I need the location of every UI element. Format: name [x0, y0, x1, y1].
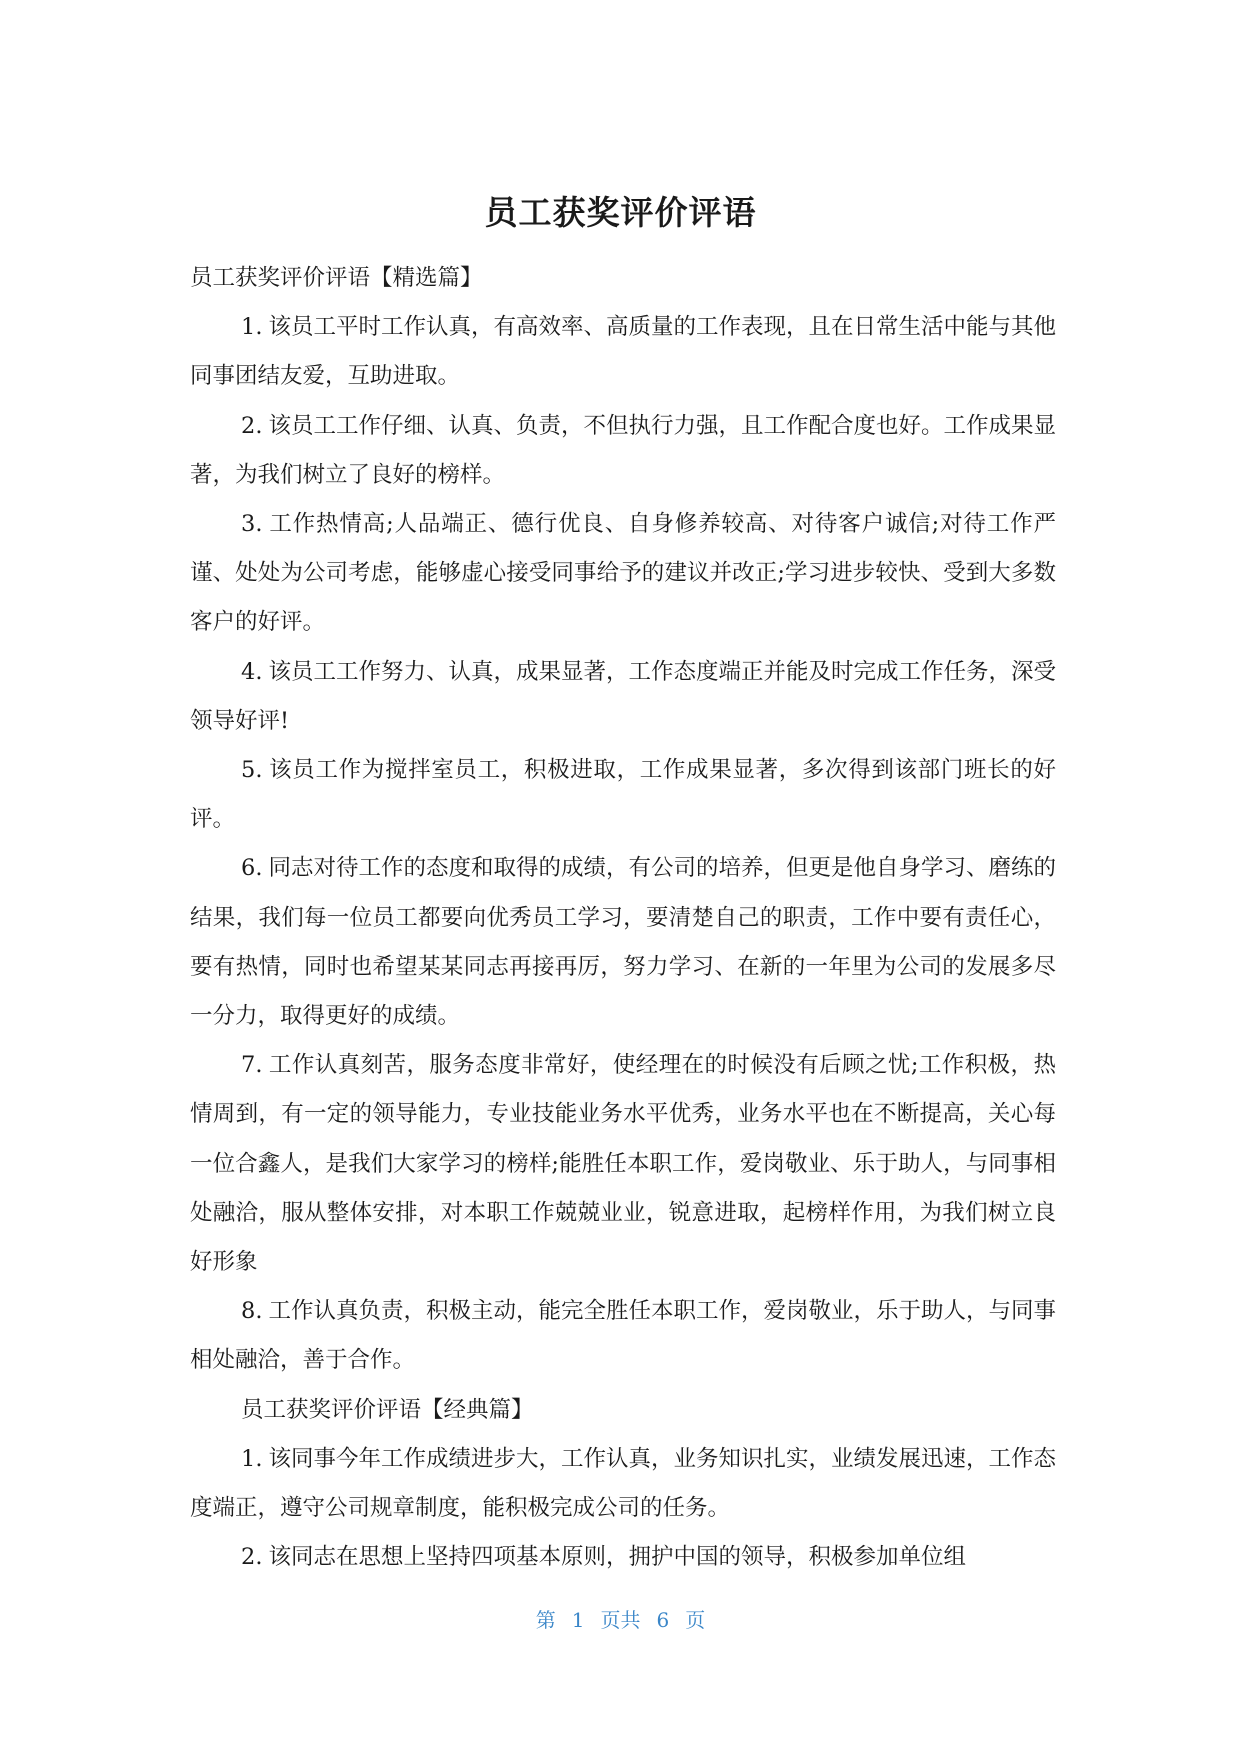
section-heading-selected: 员工获奖评价评语【精选篇】: [190, 265, 483, 291]
document-body: [190, 254, 1056, 1582]
document-title: 员工获奖评价评语: [484, 193, 757, 232]
footer-label-of: 页共: [600, 1608, 641, 1632]
list-item: 8. 工作认真负责，积极主动，能完全胜任本职工作，爱岗敬业，乐于助人，与同事相处融洽，善于合作。: [190, 1298, 1056, 1374]
list-item: 3. 工作热情高;人品端正、德行优良、自身修养较高、对待客户诚信;对待工作严谨、处处为公司考虑，能够虚心接受同事给予的建议并改正;学习进步较快、受到大多数客户的好评。: [190, 511, 1056, 636]
footer-label-page: 第: [535, 1608, 556, 1632]
footer-label-end: 页: [685, 1608, 706, 1632]
list-item: 4. 该员工工作努力、认真，成果显著，工作态度端正并能及时完成工作任务，深受领导好评!: [190, 658, 1056, 734]
footer-total-pages: 6: [656, 1608, 670, 1632]
footer-current-page: 1: [571, 1608, 585, 1632]
page-footer: [0, 1605, 1241, 1635]
list-item: 6. 同志对待工作的态度和取得的成绩，有公司的培养，但更是他自身学习、磨练的结果，我们每一位员工都要向优秀员工学习，要清楚自己的职责，工作中要有责任心，要有热情，同时也希望某某同志再接再厉，努力学习、在新的一年里为公司的发展多尽一分力，取得更好的成绩。: [190, 855, 1056, 1030]
list-item: 2. 该员工工作仔细、认真、负责，不但执行力强，且工作配合度也好。工作成果显著，为我们树立了良好的榜样。: [190, 412, 1056, 488]
list-item: 2. 该同志在思想上坚持四项基本原则，拥护中国的领导，积极参加单位组: [241, 1544, 966, 1571]
list-item: 1. 该同事今年工作成绩进步大，工作认真，业务知识扎实，业绩发展迅速，工作态度端正，遵守公司规章制度，能积极完成公司的任务。: [190, 1445, 1056, 1522]
list-item: 5. 该员工作为搅拌室员工，积极进取，工作成果显著，多次得到该部门班长的好评。: [190, 757, 1056, 833]
list-item: 1. 该员工平时工作认真，有高效率、高质量的工作表现，且在日常生活中能与其他同事团结友爱，互助进取。: [190, 314, 1056, 390]
list-item: 7. 工作认真刻苦，服务态度非常好，使经理在的时候没有后顾之忧;工作积极，热情周到，有一定的领导能力，专业技能业务水平优秀，业务水平也在不断提高，关心每一位合鑫人，是我们大家学习的榜样;能胜任本职工作，爱岗敬业、乐于助人，与同事相处融洽，服从整体安排，对本职工作兢兢业业，锐意进取，起榜样作用，为我们树立良好形象: [190, 1052, 1056, 1276]
section-heading-classic: 员工获奖评价评语【经典篇】: [241, 1396, 534, 1423]
